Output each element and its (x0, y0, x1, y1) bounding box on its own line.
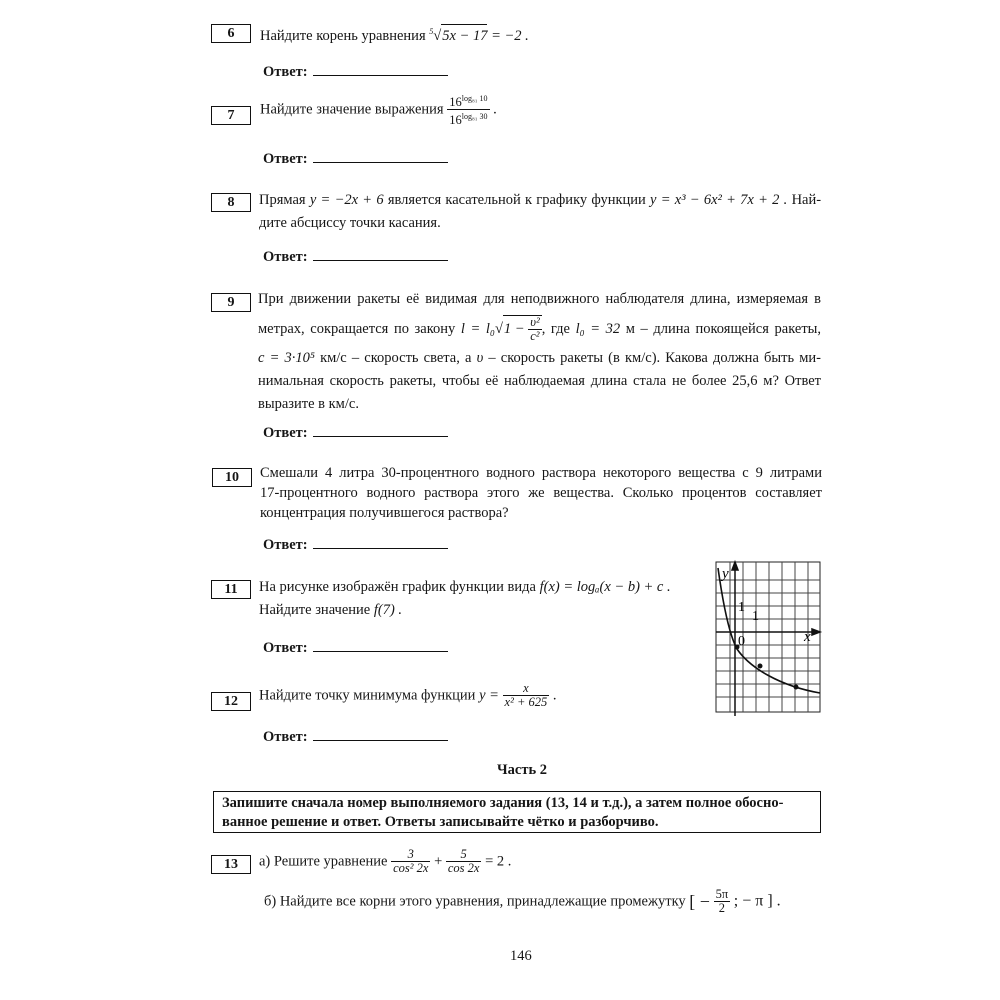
task-9-text (258, 288, 821, 416)
task-number-11: 11 (211, 580, 251, 599)
graph-point (758, 664, 763, 669)
graph-label-one-x: 1 (752, 609, 759, 624)
task-9-line-5: выразите в км/с. (258, 396, 359, 412)
answer-line-9[interactable]: Ответ: (263, 424, 448, 442)
graph-label-one-y: 1 (738, 600, 745, 615)
task-8-line-1: Прямая y = −2x + 6 является касательной к графику функции y = x³ − 6x² + 7x + 2 . Най- (259, 192, 822, 208)
task-7-text: Найдите значение выражения $\frac{16^{log_{81} 10}}{16^{log_{81} 30}}$ . (260, 94, 497, 128)
task-10-line-2: 17-процентного водного раствора этого же вещества. Сколько процентов составляет (260, 485, 822, 501)
task-13-part-a: а) Решите уравнение $\frac{3}{\text{cos² 2x}}$ + $\frac{5}{\cos 2x}$ = 2 . (259, 847, 512, 875)
graph-label-zero: 0 (738, 634, 745, 649)
task-7-fraction: $\frac{16^{log_{81} 10}}{16^{log_{81} 30}}$ (449, 94, 488, 128)
task-8-line-2: дите абсциссу точки касания. (259, 215, 441, 231)
graph-y-arrow-icon (732, 562, 738, 570)
task-number-9: 9 (211, 293, 251, 312)
task-8-text (259, 189, 821, 235)
answer-line-10[interactable]: Ответ: (263, 536, 448, 554)
task-9-formula-law: l = l₀√1 − $\frac{\text{υ²}}{\text{c²}}$ (460, 315, 540, 344)
task-10-line-1: Смешали 4 литра 30-процентного водного раствора некоторого вещества с 9 литрами (260, 465, 822, 481)
task-10-line-3: концентрация получившегося раствора? (260, 505, 509, 521)
task-12-fraction: $\frac{x}{\text{x² + 625}}$ (504, 681, 548, 709)
task-11-line-1: На рисунке изображён график функции вида f(x) = logₐ(x − b) + c . (259, 579, 671, 595)
task-11-line-2: Найдите значение f(7) . (259, 602, 403, 618)
task-11-text (259, 576, 671, 622)
task-9-line-4: нимальная скорость ракеты, чтобы её наблюдаемая длина стала не более 25,6 м? Ответ (258, 373, 821, 389)
graph-label-x: x (804, 629, 811, 645)
task-12-text: Найдите точку минимума функции y = $\frac{x}{\text{x² + 625}}$ . (259, 681, 557, 709)
task-13-part-b: б) Найдите все корни этого уравнения, принадлежащие промежутку [ − $\frac{5\pi}{2}$ ; − π ] . (264, 887, 781, 915)
answer-line-6[interactable]: Ответ: (263, 63, 448, 81)
task-6-prompt: Найдите корень уравнения (260, 27, 426, 44)
task-9-line-2: метрах, сокращается по закону l = l₀√1 − $\frac{\text{υ²}}{\text{c²}}$ , где l₀ = 32 м – длина покоящейся ракеты, (258, 315, 822, 344)
part-2-instruction: Запишите сначала номер выполняемого задания (13, 14 и т.д.), а затем полное обосно-ванное решение и ответ. Ответы записывайте чётко и разборчиво. (213, 791, 821, 833)
task-number-10: 10 (212, 468, 252, 487)
task-number-8: 8 (211, 193, 251, 212)
task-9-line-3: c = 3·10⁵ км/с – скорость света, а υ – скорость ракеты (в км/с). Какова должна быть ми- (258, 350, 821, 366)
task-6-text (260, 20, 529, 48)
answer-line-12[interactable]: Ответ: (263, 728, 448, 746)
task-number-6: 6 (211, 24, 251, 43)
graph-x-arrow-icon (812, 629, 820, 635)
answer-line-8[interactable]: Ответ: (263, 248, 448, 266)
task-11-graph (700, 556, 830, 721)
task-number-7: 7 (211, 106, 251, 125)
answer-line-7[interactable]: Ответ: (263, 150, 448, 168)
answer-line-11[interactable]: Ответ: (263, 639, 448, 657)
task-number-12: 12 (211, 692, 251, 711)
graph-label-y: y (722, 566, 729, 582)
task-6-formula: $^5$√5x − 17 = −2 . (429, 28, 529, 44)
part-2-heading: Часть 2 (497, 762, 547, 778)
task-number-13: 13 (211, 855, 251, 874)
task-9-line-1: При движении ракеты её видимая для неподвижного наблюдателя длина, измеряемая в (258, 291, 821, 307)
page-number: 146 (510, 948, 532, 964)
task-7-prompt: Найдите значение выражения (260, 101, 444, 118)
graph-point (794, 685, 799, 690)
task-10-text (260, 463, 822, 523)
